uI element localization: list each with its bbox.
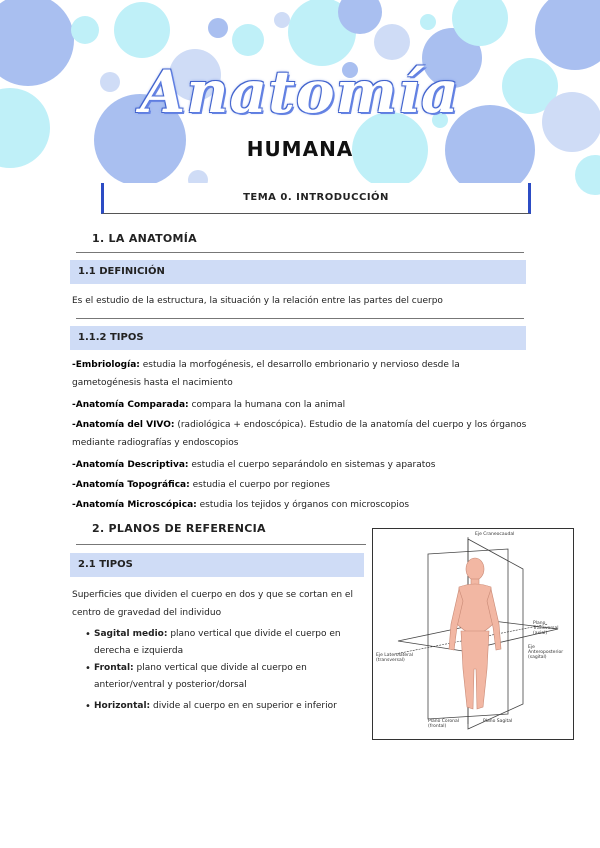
tipo-item <box>72 496 528 514</box>
tipo-text: estudia el cuerpo por regiones <box>189 480 330 490</box>
tipos2-heading: 2.1 TIPOS <box>78 559 133 570</box>
tipo-text: (radiológica + endoscópica). Estudio de la anatomía del cuerpo y los órganos mediante radiografías y endoscopios <box>72 420 527 448</box>
tipo-text: estudia los tejidos y órganos con microscopios <box>196 500 410 510</box>
plano-text: plano vertical que divide el cuerpo en derecha e izquierda <box>94 629 341 656</box>
page-subtitle: HUMANA <box>246 137 354 161</box>
planes-figure <box>372 528 574 740</box>
page-title: Anatomía <box>140 58 460 126</box>
tipo-term: -Anatomía Microscópica: <box>72 500 197 510</box>
divider <box>76 544 366 545</box>
human-figure <box>449 558 501 709</box>
tipo-item <box>72 456 528 474</box>
figure-label-right: Plano Transversal (axial) <box>533 621 559 636</box>
planos-intro: Superficies que dividen el cuerpo en dos y que se cortan en el centro de gravedad del individuo <box>72 590 353 618</box>
figure-label-top: Eje Craneocaudal <box>475 532 515 537</box>
tipo-term: -Anatomía del VIVO: <box>72 420 175 430</box>
bubble <box>232 24 264 56</box>
tipo-text: estudia la morfogénesis, el desarrollo embrionario y nervioso desde la gametogénesis hasta el nacimiento <box>72 360 460 388</box>
figure-label-bottom-right: Plano Sagital <box>483 719 513 724</box>
plano-term: Sagital medio: <box>94 629 168 639</box>
tema-box <box>101 183 531 214</box>
plano-bullet <box>85 626 354 660</box>
tipo-text: estudia el cuerpo separándolo en sistemas y aparatos <box>188 460 436 470</box>
tipo-item <box>72 416 528 452</box>
figure-label-bottom-left: Plano Coronal (frontal) <box>428 719 460 729</box>
plano-text: divide al cuerpo en en superior e inferior <box>150 701 337 711</box>
plano-term: Horizontal: <box>94 701 151 711</box>
bullet-dot-icon: • <box>85 701 91 712</box>
tipo-term: -Embriología: <box>72 360 140 370</box>
tipos-band <box>70 326 526 350</box>
bubble <box>575 155 600 195</box>
definicion-heading: 1.1 DEFINICIÓN <box>78 266 165 277</box>
tipo-term: -Anatomía Topográfica: <box>72 480 190 490</box>
plano-bullet <box>85 660 354 694</box>
bubble <box>208 18 228 38</box>
tipos-heading: 1.1.2 TIPOS <box>78 332 144 343</box>
tipo-term: -Anatomía Comparada: <box>72 400 189 410</box>
tipo-term: -Anatomía Descriptiva: <box>72 460 189 470</box>
tipo-item <box>72 476 528 494</box>
divider <box>76 318 524 319</box>
bubble <box>114 2 170 58</box>
bubble <box>71 16 99 44</box>
tipo-text: compara la humana con la animal <box>188 400 346 410</box>
definicion-band <box>70 260 526 284</box>
plano-bullet <box>85 698 354 715</box>
section-2-heading: 2. PLANOS DE REFERENCIA <box>92 522 266 535</box>
plano-term: Frontal: <box>94 663 134 673</box>
tipo-item <box>72 396 528 414</box>
bubble <box>374 24 410 60</box>
bullet-dot-icon: • <box>85 629 91 640</box>
tipos2-band <box>70 553 364 577</box>
bullet-dot-icon: • <box>85 663 91 674</box>
bubble <box>420 14 436 30</box>
plano-text: plano vertical que divide al cuerpo en anterior/ventral y posterior/dorsal <box>94 663 307 690</box>
bubble <box>274 12 290 28</box>
divider <box>76 252 524 253</box>
page-title-wrap <box>0 58 600 126</box>
figure-label-left: Eje Laterolateral (transversal) <box>376 653 413 663</box>
figure-label-right2: Eje Anteroposterior (sagital) <box>528 645 564 660</box>
section-1-heading: 1. LA ANATOMÍA <box>92 232 197 245</box>
tema-label: TEMA 0. INTRODUCCIÓN <box>243 192 389 203</box>
definicion-text: Es el estudio de la estructura, la situación y la relación entre las partes del cuerpo <box>72 296 443 306</box>
tipo-item <box>72 356 528 392</box>
